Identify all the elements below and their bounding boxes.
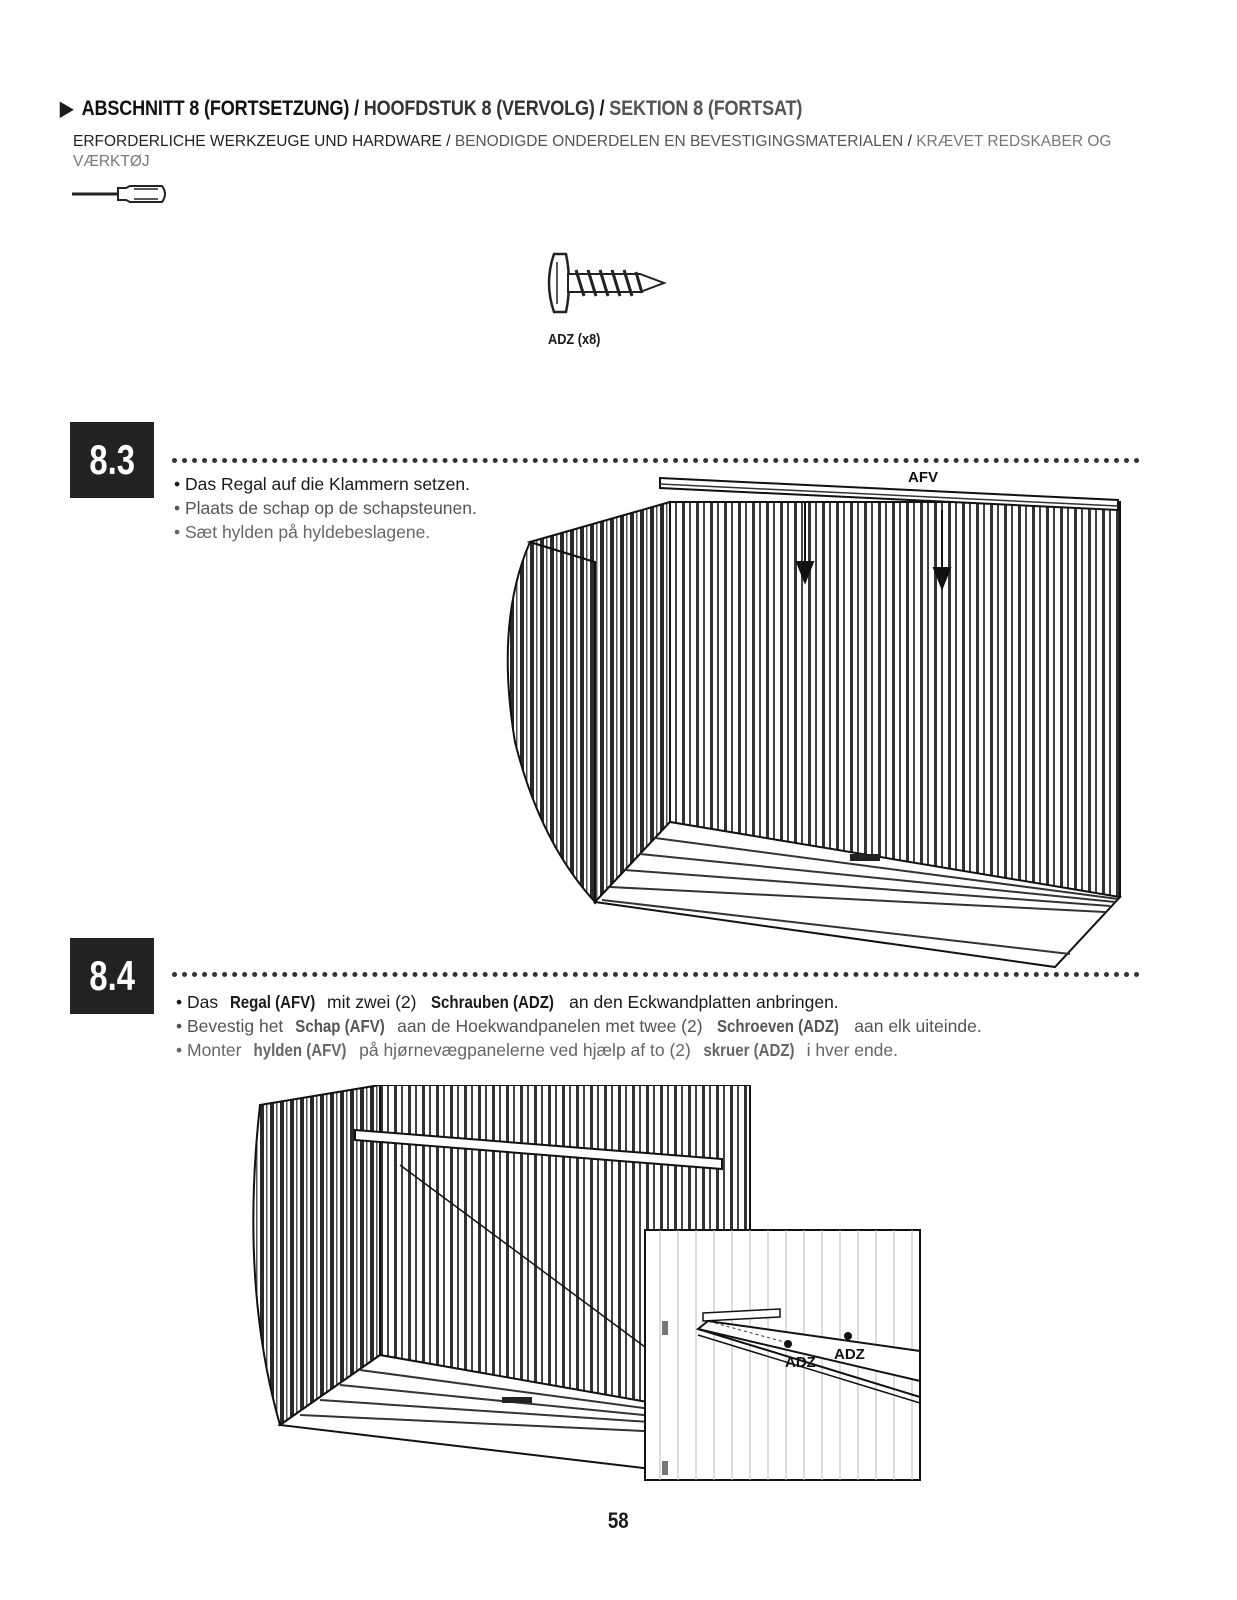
- step-8-4-badge: 8.4: [70, 938, 154, 1014]
- step-divider: [172, 972, 1140, 977]
- screwdriver-icon: [70, 182, 170, 206]
- afv-label: AFV: [908, 469, 938, 486]
- step-8-4-illustration: [240, 1085, 930, 1485]
- step-8-3-badge: 8.3: [70, 422, 154, 498]
- step-8-4-instructions: [176, 990, 982, 1062]
- adz-label: ADZ: [785, 1354, 816, 1371]
- step-8-3-instructions: • Das Regal auf die Klammern setzen. • Plaats de schap op de schapsteunen. • Sæt hylden på hyldebeslagene.: [174, 474, 477, 542]
- heading-nl: HOOFDSTUK 8 (VERVOLG): [363, 96, 595, 120]
- section-heading: ▶ ABSCHNITT 8 (FORTSETZUNG) / HOOFDSTUK 8 (VERVOLG) / SEKTION 8 (FORTSAT): [60, 96, 803, 120]
- instruction-nl: • Bevestig het Schap (AFV) aan de Hoekwandpanelen met twee (2) Schroeven (ADZ) aan elk uiteinde.: [176, 1016, 982, 1036]
- heading-da: SEKTION 8 (FORTSAT): [609, 96, 803, 120]
- screw-adz-icon: [540, 248, 670, 318]
- hardware-label: ADZ (x8): [548, 331, 601, 348]
- heading-de: ABSCHNITT 8 (FORTSETZUNG): [81, 96, 350, 120]
- adz-label: ADZ: [834, 1346, 865, 1363]
- step-8-3-illustration: [500, 462, 1130, 972]
- play-arrow-icon: ▶: [60, 98, 74, 120]
- instruction-de: • Das Regal (AFV) mit zwei (2) Schrauben (ADZ) an den Eckwandplatten anbringen.: [176, 992, 839, 1012]
- instruction-da: • Monter hylden (AFV) på hjørnevægpanelerne ved hjælp af to (2) skruer (ADZ) i hver ende.: [176, 1040, 899, 1060]
- page-number: 58: [608, 1508, 629, 1533]
- tools-heading: ERFORDERLICHE WERKZEUGE UND HARDWARE / BENODIGDE ONDERDELEN EN BEVESTIGINGSMATERIALEN / KRÆVET REDSKABER OG VÆRKTØJ: [73, 133, 1112, 170]
